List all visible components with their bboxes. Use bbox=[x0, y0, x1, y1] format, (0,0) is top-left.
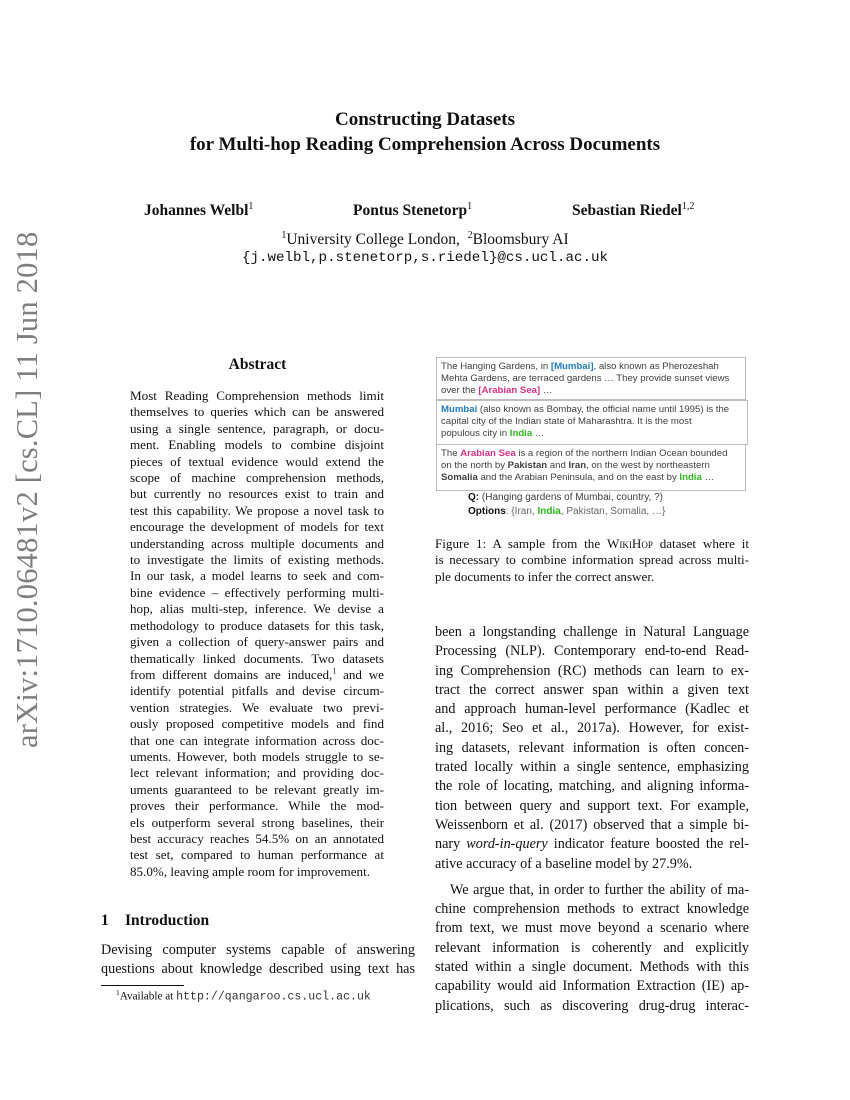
abstract-line: hop, alias multi-step, inference. We devise a bbox=[130, 601, 384, 617]
abstract-line: ously proposed competitive models and find bbox=[130, 716, 384, 732]
abstract-line: given a collection of query-answer pairs and bbox=[130, 634, 384, 650]
text-line: ing datasets, relevant information is often concen- bbox=[435, 739, 749, 756]
doc-line bbox=[441, 385, 741, 397]
footnote bbox=[116, 988, 371, 1004]
text-line: relevant information is coherently and explicitly bbox=[435, 939, 749, 956]
figure-document-1 bbox=[436, 357, 746, 400]
paragraph-2 bbox=[435, 881, 749, 1016]
paragraph-1 bbox=[435, 623, 749, 874]
doc-text: populous city in bbox=[441, 428, 510, 440]
doc-text: , also known as Pherozeshah bbox=[593, 361, 719, 372]
author-name: Pontus Stenetorp bbox=[353, 202, 468, 220]
text-line: Weissenborn et al. (2017) observed that a simple bi- bbox=[435, 816, 749, 833]
abstract-line: pieces of textual evidence would extend the bbox=[130, 453, 384, 469]
abstract-text: from different domains are induced, bbox=[130, 666, 333, 682]
abstract-line: but currently no resources exist to train and bbox=[130, 486, 384, 502]
author-stenetorp bbox=[353, 201, 472, 220]
entity-arabian-sea: [Arabian Sea] bbox=[478, 385, 541, 397]
options-label: Options bbox=[468, 505, 506, 517]
query-line bbox=[468, 491, 665, 505]
footnote-marker: 1 bbox=[116, 988, 120, 997]
abstract-line: scope of machine comprehension methods, bbox=[130, 470, 384, 486]
doc-text: , on the west by northeastern bbox=[586, 460, 710, 472]
footnote-text: Available at bbox=[119, 990, 177, 1003]
doc-line bbox=[441, 448, 741, 460]
doc-line bbox=[441, 472, 741, 484]
abstract-line: uments. However, both models struggle to se- bbox=[130, 748, 384, 764]
text-line: capability would aid Information Extraction (IE) ap- bbox=[435, 978, 749, 995]
author-welbl bbox=[144, 201, 253, 220]
entity-mumbai: Mumbai bbox=[441, 404, 478, 415]
introduction-body-continued bbox=[435, 623, 749, 1016]
abstract-line: ment. Enabling models to combine disjoint bbox=[130, 437, 384, 453]
text-line: trated locally within a single sentence, emphasizing bbox=[435, 759, 749, 776]
dataset-name: WikiHop bbox=[607, 536, 653, 551]
caption-text: dataset where it bbox=[652, 536, 750, 551]
figure-document-3 bbox=[436, 444, 746, 491]
abstract-heading: Abstract bbox=[228, 356, 287, 373]
abstract-line: themselves to queries which can be answered bbox=[130, 404, 384, 420]
paper-title bbox=[0, 107, 850, 157]
author-riedel bbox=[572, 201, 694, 220]
text-line: ative accuracy of a baseline model by 27.9%. bbox=[435, 855, 693, 872]
abstract-line: Most Reading Comprehension methods limit bbox=[130, 388, 384, 403]
abstract-line: best accuracy reaches 54.5% on an annotated bbox=[130, 830, 384, 846]
doc-text: The Hanging Gardens, in bbox=[441, 361, 551, 372]
abstract-line: lect relevant information; and providing doc- bbox=[130, 765, 384, 781]
entity-india: India bbox=[509, 428, 533, 440]
abstract-line: In our task, a model learns to seek and com- bbox=[130, 568, 384, 584]
doc-text: The bbox=[441, 448, 461, 459]
footnote-reference[interactable]: 1 bbox=[332, 666, 337, 676]
abstract-line: uments guaranteed to be relevant greatly im- bbox=[130, 781, 384, 797]
text-line: stated within a single document. Methods with this bbox=[435, 959, 749, 976]
doc-text: and the Arabian Peninsula, and on the east by bbox=[477, 472, 680, 484]
entity-india: India bbox=[679, 472, 702, 484]
abstract-text: and we bbox=[336, 666, 384, 682]
abstract-line: proves their performance. While the mod- bbox=[130, 798, 384, 814]
entity-iran: Iran bbox=[568, 460, 587, 472]
doc-text: (also known as Bombay, the official name until 1995) is the bbox=[477, 404, 730, 415]
author-name: Sebastian Riedel bbox=[572, 202, 682, 220]
doc-line: capital city of the Indian state of Maharashtra. It is the most bbox=[441, 416, 692, 428]
abstract-line: that one can integrate information across doc- bbox=[130, 732, 384, 748]
author-affiliation-mark: 1 bbox=[248, 201, 254, 212]
options-line bbox=[468, 505, 665, 519]
caption-text: Figure 1: A sample from the bbox=[435, 536, 608, 551]
text-line: chine comprehension methods to extract knowledge bbox=[435, 901, 749, 918]
footnote-url-link[interactable]: http://qangaroo.cs.ucl.ac.uk bbox=[176, 990, 371, 1004]
text-line: from text, we must move beyond a scenario where bbox=[435, 920, 749, 937]
doc-line bbox=[441, 428, 743, 440]
abstract-line: els outperform several strong baselines, their bbox=[130, 814, 384, 830]
doc-line bbox=[441, 404, 743, 416]
author-emails: {j.welbl,p.stenetorp,s.riedel}@cs.ucl.ac.uk bbox=[241, 250, 609, 266]
text-line: We argue that, in order to further the ability of ma- bbox=[450, 881, 749, 898]
entity-pakistan: Pakistan bbox=[507, 460, 548, 472]
footnote-rule bbox=[101, 985, 184, 986]
text-segment: nary bbox=[435, 836, 467, 853]
caption-line: ple documents to infer the correct answer. bbox=[435, 568, 655, 584]
query-label: Q: bbox=[468, 492, 480, 503]
entity-arabian-sea: Arabian Sea bbox=[460, 448, 516, 459]
doc-text: on the north by bbox=[441, 460, 508, 472]
paper-title-line-1: Constructing Datasets bbox=[335, 109, 515, 130]
author-affiliation-mark: 1,2 bbox=[681, 201, 695, 212]
doc-text: over the bbox=[441, 385, 479, 397]
affiliation-ucl: University College London, bbox=[286, 231, 460, 249]
abstract-line: identify potential pitfalls and devise circum- bbox=[130, 683, 384, 699]
doc-line: Mehta Gardens, are terraced gardens … They provide sunset views bbox=[441, 373, 730, 385]
answer-india: India bbox=[537, 505, 561, 517]
entity-mumbai: [Mumbai] bbox=[550, 361, 594, 372]
doc-text: is a region of the northern Indian Ocean bounded bbox=[515, 448, 728, 459]
text-line: been a longstanding challenge in Natural Language bbox=[435, 624, 749, 640]
section-heading-introduction bbox=[101, 912, 209, 930]
paper-title-line-2: for Multi-hop Reading Comprehension Across Documents bbox=[189, 134, 661, 155]
abstract-line: vention strategies. We evaluate two previ- bbox=[130, 699, 384, 715]
text-line: the role of locating, matching, and aligning informa- bbox=[435, 778, 749, 795]
doc-line bbox=[441, 361, 741, 373]
options-text: , Pakistan, Somalia, …} bbox=[560, 505, 666, 517]
text-line: ing Comprehension (RC) methods can learn to ex- bbox=[435, 662, 749, 679]
text-line: and approach human-level performance (Kadlec et bbox=[435, 701, 749, 718]
text-line: al., 2016; Seo et al., 2017a). However, for exist- bbox=[435, 720, 749, 737]
author-name: Johannes Welbl bbox=[144, 202, 249, 220]
figure-caption bbox=[435, 536, 749, 585]
text-line bbox=[435, 835, 749, 854]
doc-text: … bbox=[532, 428, 545, 440]
section-title: Introduction bbox=[125, 912, 210, 929]
abstract-line: test this capability. We propose a novel task to bbox=[130, 502, 384, 518]
abstract-line: to investigate the limits of existing methods. bbox=[130, 552, 384, 568]
abstract-line: bine evidence – effectively performing multi- bbox=[130, 584, 384, 600]
abstract-line: thematically linked documents. Two datasets bbox=[130, 650, 384, 666]
doc-line bbox=[441, 460, 741, 472]
abstract-body bbox=[130, 388, 384, 880]
text-segment: indicator feature boosted the rel- bbox=[547, 836, 749, 853]
caption-line bbox=[435, 536, 749, 552]
affiliation-bloomsbury: Bloomsbury AI bbox=[472, 231, 569, 249]
text-line: tion between query and support text. For example, bbox=[435, 797, 749, 814]
affiliation-mark: 1 bbox=[281, 230, 287, 241]
figure-query bbox=[468, 491, 665, 518]
emphasized-term: word-in-query bbox=[466, 836, 548, 853]
abstract-line: encourage the development of models for text bbox=[130, 519, 384, 535]
options-text: : {Iran, bbox=[505, 505, 538, 517]
abstract-line: test set, compared to human performance at bbox=[130, 847, 384, 863]
abstract-line bbox=[130, 667, 384, 683]
text-line: questions about knowledge described using text has bbox=[101, 961, 415, 978]
affiliation-mark: 2 bbox=[467, 230, 473, 241]
abstract-line: methodology to produce datasets for this task, bbox=[130, 617, 384, 633]
caption-line: is necessary to combine information spread across multi- bbox=[435, 552, 749, 568]
affiliations bbox=[0, 230, 850, 249]
section-number: 1 bbox=[101, 912, 109, 929]
abstract-line: 85.0%, leaving ample room for improvement. bbox=[130, 863, 370, 879]
author-affiliation-mark: 1 bbox=[467, 201, 473, 212]
introduction-body bbox=[101, 941, 415, 980]
entity-somalia: Somalia bbox=[441, 472, 478, 484]
text-line: tract the correct answer span within a given text bbox=[435, 681, 749, 698]
text-line: Processing (NLP). Contemporary end-to-end Read- bbox=[435, 643, 749, 660]
query-text: (Hanging gardens of Mumbai, country, ?) bbox=[479, 492, 663, 503]
arxiv-identifier-stamp: arXiv:1710.06481v2 [cs.CL] 11 Jun 2018 bbox=[10, 231, 44, 748]
figure-document-2 bbox=[436, 400, 748, 445]
abstract-line: understanding across multiple documents and bbox=[130, 535, 384, 551]
text-line: Devising computer systems capable of answering bbox=[101, 942, 415, 958]
doc-text: … bbox=[701, 472, 715, 484]
text-line: plications, such as discovering drug-drug interac- bbox=[435, 997, 749, 1014]
doc-text: and bbox=[547, 460, 569, 472]
abstract-line: using a single sentence, paragraph, or docu- bbox=[130, 420, 384, 436]
doc-text: … bbox=[540, 385, 553, 397]
